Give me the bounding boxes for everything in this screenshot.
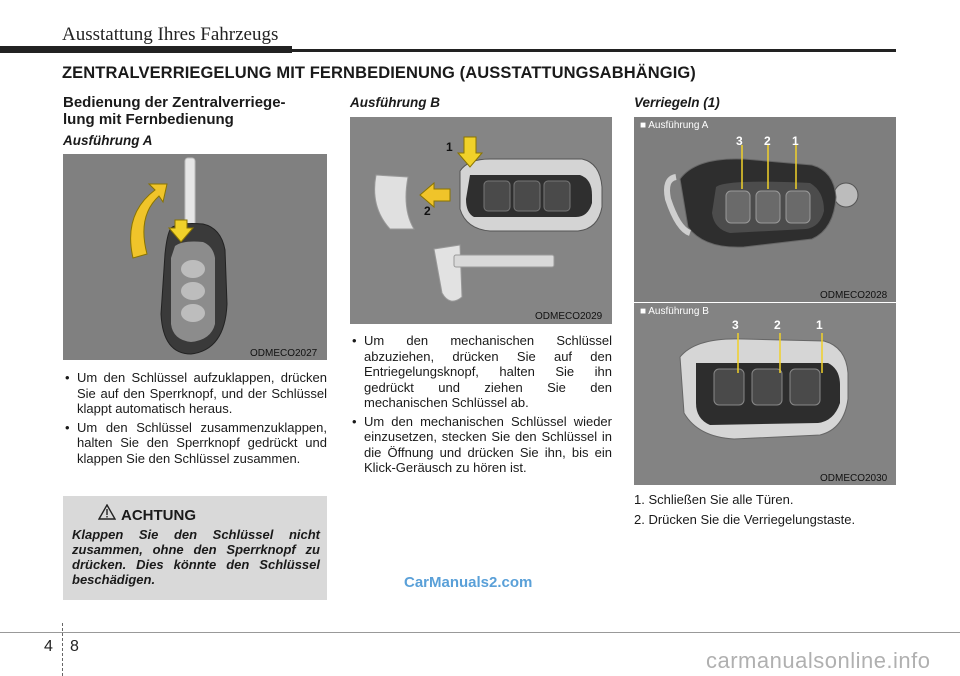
page-fold-line — [62, 623, 64, 676]
page-number: 8 — [70, 638, 79, 655]
list-item: • Um den Schlüssel aufzuklappen, drücken Sie auf den Sperrknopf, und der Schlüssel klappt automatisch heraus. — [63, 370, 327, 417]
warning-box — [63, 496, 327, 600]
list-item: • Um den mechanischen Schlüssel wieder einzusetzen, stecken Sie den Schlüssel in die Öffnung und drücken Sie ihn, bis ein Klick-Geräusch zu hören ist. — [350, 414, 612, 476]
callout-a-3: 3 — [736, 134, 743, 148]
warning-icon — [98, 504, 116, 525]
list-item: • Um den mechanischen Schlüssel abzuziehen, drücken Sie auf den Entriegelungsknopf, halten Sie ihn gedrückt und ziehen Sie den mechanischen Schlüssel ab. — [350, 333, 612, 411]
callout-b-3: 3 — [732, 318, 739, 332]
callout-1: 1 — [446, 140, 453, 154]
image-code-lock-b: ODMECO2030 — [820, 473, 888, 484]
col1-heading — [63, 94, 323, 128]
image-code-b: ODMECO2029 — [535, 311, 603, 322]
watermark[interactable]: CarManuals2.com — [404, 574, 533, 591]
variant-label-a: ■ Ausführung A — [640, 120, 709, 131]
list-item: • Um den Schlüssel zusammenzuklappen, halten Sie den Sperrknopf gedrückt und klappen Sie den Schlüssel zusammen. — [63, 420, 327, 467]
list-item: 1. Schließen Sie alle Türen. — [634, 492, 794, 507]
col2-subheading: Ausführung B — [350, 95, 440, 110]
col1-heading-line1: Bedienung der Zentralverriege- — [63, 94, 286, 111]
col1-subheading: Ausführung A — [63, 133, 153, 148]
key-image-a-fold — [63, 154, 327, 360]
callout-b-2: 2 — [774, 318, 781, 332]
image-code-lock-a: ODMECO2028 — [820, 290, 888, 301]
callout-2: 2 — [424, 204, 431, 218]
header-rule — [62, 49, 896, 52]
callout-b-1: 1 — [816, 318, 823, 332]
footer-rule — [0, 632, 960, 633]
col1-instructions — [63, 370, 327, 469]
col3-subheading: Verriegeln (1) — [634, 95, 720, 110]
callout-a-1: 1 — [792, 134, 799, 148]
variant-label-b: ■ Ausführung B — [640, 306, 709, 317]
lock-steps — [634, 490, 896, 530]
page-section: 4 — [44, 638, 53, 655]
callout-a-2: 2 — [764, 134, 771, 148]
key-image-lock-b — [634, 303, 896, 485]
key-image-b-blade — [350, 117, 612, 324]
image-code-a: ODMECO2027 — [250, 348, 318, 359]
warning-title: ACHTUNG — [121, 507, 196, 524]
site-watermark: carmanualsonline.info — [706, 648, 931, 673]
section-title: ZENTRALVERRIEGELUNG MIT FERNBEDIENUNG (AUSSTATTUNGSABHÄNGIG) — [62, 64, 696, 82]
list-item: 2. Drücken Sie die Verriegelungstaste. — [634, 512, 856, 527]
warning-text: Klappen Sie den Schlüssel nicht zusammen, ohne den Sperrknopf zu drücken. Dies könnte den Schlüssel beschädigen. — [72, 527, 320, 587]
col1-heading-line2: lung mit Fernbedienung — [63, 111, 234, 128]
col2-instructions — [350, 333, 612, 479]
running-header: Ausstattung Ihres Fahrzeugs — [62, 24, 279, 45]
